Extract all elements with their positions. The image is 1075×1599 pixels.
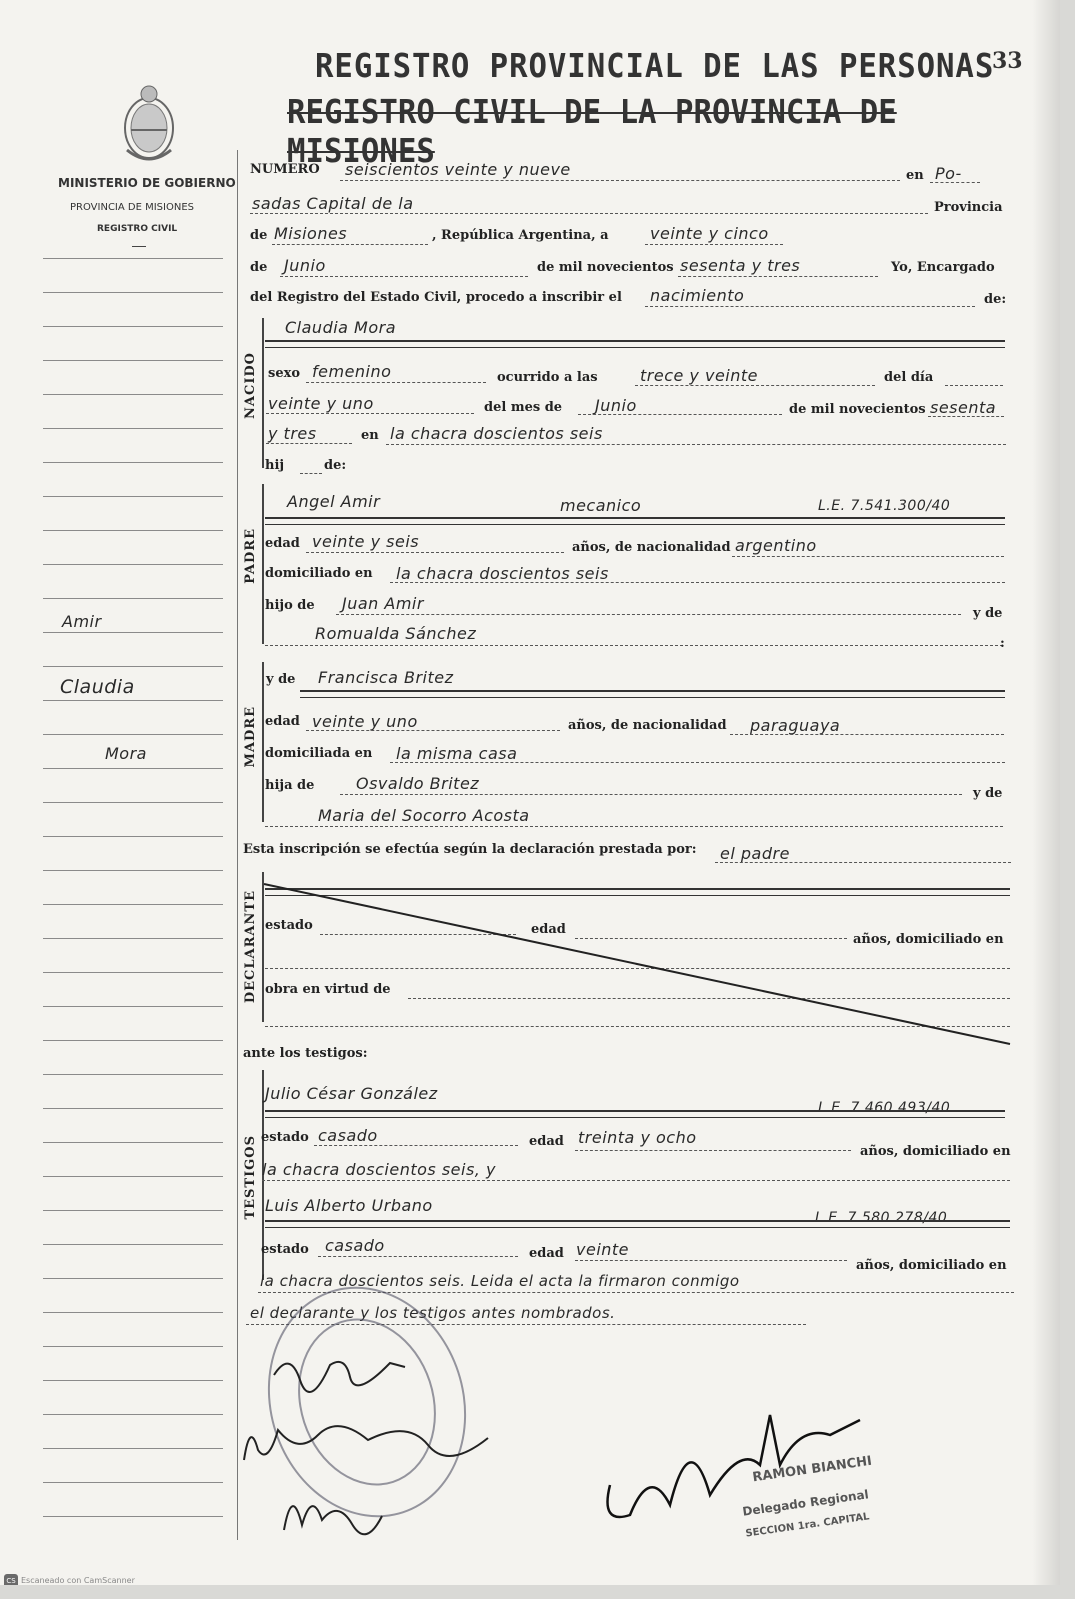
value-father-name: Angel Amir [287, 492, 381, 511]
value-witness2-status: casado [325, 1236, 385, 1255]
label-declaracion: Esta inscripción se efectúa según la declaración prestada por: [243, 842, 697, 857]
label-en-2: en [361, 428, 379, 443]
label-en: en [906, 168, 924, 183]
value-child-name: Claudia Mora [285, 318, 397, 337]
value-father-id: L.E. 7.541.300/40 [818, 498, 951, 514]
value-declarant: el padre [720, 844, 790, 863]
label-sexo: sexo [268, 366, 301, 381]
value-witness2-id: L.E. 7.580.278/40 [815, 1210, 948, 1226]
label-edad-padre: edad [265, 536, 300, 551]
province-name: PROVINCIA DE MISIONES [70, 202, 194, 213]
value-numero: seiscientos veinte y nueve [345, 160, 571, 179]
signature-witness1-icon [238, 1410, 498, 1470]
margin-second-name: Mora [105, 744, 147, 763]
value-act-type: nacimiento [650, 286, 745, 305]
label-republica: , República Argentina, a [432, 228, 609, 243]
scanner-footer [4, 1574, 135, 1585]
label-provincia: Provincia [934, 200, 1003, 215]
header-title-1: REGISTRO PROVINCIAL DE LAS PERSONAS [315, 46, 995, 85]
section-testigos-label: TESTIGOS [243, 1135, 258, 1220]
value-father-occupation: mecanico [560, 496, 642, 515]
label-estado-decl: estado [265, 918, 313, 933]
label-y-de-madre: y de [266, 672, 296, 687]
value-year: sesenta y tres [680, 256, 801, 275]
registry-name: REGISTRO CIVIL [97, 224, 178, 234]
value-sex: femenino [312, 362, 392, 381]
label-edad-w2: edad [529, 1246, 564, 1261]
value-mother-age: veinte y uno [312, 712, 418, 731]
header-title-2: REGISTRO CIVIL DE LA PROVINCIA DE MISIONES [287, 92, 897, 170]
label-hijo-de: hijo de [265, 598, 315, 613]
label-edad-w1: edad [529, 1134, 564, 1149]
value-witness1-age: treinta y ocho [578, 1128, 697, 1147]
scanner-footer-text: Escaneado con CamScanner [21, 1576, 135, 1585]
value-province: Misiones [274, 224, 348, 243]
label-anios-w2: años, domiciliado en [856, 1258, 1007, 1273]
value-time: trece y veinte [640, 366, 758, 385]
label-de-2: de [250, 260, 268, 275]
label-mil-novecientos-2: de mil novecientos [789, 402, 926, 417]
section-declarante-label: DECLARANTE [243, 890, 258, 1004]
label-numero: NUMERO [250, 162, 320, 177]
label-domiciliado: domiciliado en [265, 566, 373, 581]
section-madre-label: MADRE [243, 706, 258, 768]
value-closing-line-1: la chacra doscientos seis. Leida el acta la firmaron conmigo [260, 1272, 740, 1290]
label-y-de-2: y de [973, 786, 1003, 801]
section-padre-label: PADRE [243, 528, 258, 584]
officer-stamp-name: RAMON BIANCHI [751, 1453, 873, 1486]
label-mil-novecientos: de mil novecientos [537, 260, 674, 275]
value-mother-nationality: paraguaya [750, 716, 841, 735]
value-witness2-age: veinte [576, 1240, 630, 1259]
value-mother-name: Francisca Britez [318, 668, 454, 687]
value-place-2: sadas Capital de la [252, 194, 414, 213]
label-estado-w1: estado [261, 1130, 309, 1145]
scanner-logo-icon: CS [4, 1574, 18, 1585]
label-de-colon: de: [984, 292, 1007, 307]
label-del-dia: del día [884, 370, 934, 385]
label-inscribir: del Registro del Estado Civil, procedo a inscribir el [250, 290, 622, 305]
margin-surname: Amir [62, 612, 102, 631]
label-hija-de: hij [265, 458, 285, 473]
label-hija-de-madre: hija de [265, 778, 315, 793]
value-father-address: la chacra doscientos seis [396, 564, 609, 583]
label-encargado: Yo, Encargado [891, 260, 995, 275]
value-birth-day: veinte y uno [268, 394, 374, 413]
value-paternal-grandmother: Romualda Sánchez [315, 624, 477, 643]
signature-witness2-icon [278, 1480, 388, 1540]
value-witness1-id: L.E. 7.460.493/40 [818, 1100, 951, 1116]
officer-stamp-title: Delegado Regional [741, 1487, 870, 1519]
label-edad-decl: edad [531, 922, 566, 937]
label-estado-w2: estado [261, 1242, 309, 1257]
label-anios-w1: años, domiciliado en [860, 1144, 1011, 1159]
label-del-mes: del mes de [484, 400, 563, 415]
section-nacido-label: NACIDO [243, 352, 258, 419]
value-paternal-grandfather: Juan Amir [342, 594, 424, 613]
value-birth-month: Junio [595, 396, 637, 415]
colon-mark: : [1000, 636, 1005, 651]
ministry-name: MINISTERIO DE GOBIERNO [58, 176, 236, 190]
value-witness1-status: casado [318, 1126, 378, 1145]
value-birth-year-1: sesenta [930, 398, 997, 417]
value-father-nationality: argentino [735, 536, 817, 555]
page-number: 33 [992, 48, 1023, 74]
label-anios-nac-madre: años, de nacionalidad [568, 718, 727, 733]
strike-diagonal [262, 880, 1012, 1050]
value-witness2-name: Luis Alberto Urbano [265, 1196, 433, 1215]
value-mother-address: la misma casa [396, 744, 518, 763]
value-place-1: Po- [935, 164, 962, 183]
label-obra-virtud: obra en virtud de [265, 982, 391, 997]
margin-border [237, 150, 238, 1540]
label-y-de-1: y de [973, 606, 1003, 621]
label-edad-madre: edad [265, 714, 300, 729]
label-anios-decl: años, domiciliado en [853, 932, 1004, 947]
value-father-age: veinte y seis [312, 532, 420, 551]
label-ocurrido: ocurrido a las [497, 370, 598, 385]
value-closing-line-2: el declarante y los testigos antes nombrados. [250, 1304, 616, 1322]
label-de-3: de: [324, 458, 347, 473]
label-domiciliada: domiciliada en [265, 746, 373, 761]
officer-stamp-office: SECCION 1ra. CAPITAL [744, 1511, 871, 1540]
value-birth-place: la chacra doscientos seis [390, 424, 603, 443]
signature-father-icon [270, 1345, 410, 1395]
value-month: Junio [284, 256, 326, 275]
value-witness1-address: la chacra doscientos seis, y [262, 1160, 496, 1179]
value-birth-year-2: y tres [268, 424, 317, 443]
value-maternal-grandfather: Osvaldo Britez [356, 774, 480, 793]
label-anios-nac-padre: años, de nacionalidad [572, 540, 731, 555]
label-de-1: de [250, 228, 268, 243]
value-witness1-name: Julio César González [265, 1084, 438, 1103]
label-testigos: ante los testigos: [243, 1046, 368, 1061]
value-day: veinte y cinco [650, 224, 769, 243]
margin-first-name: Claudia [60, 676, 135, 698]
coat-of-arms-icon [113, 80, 185, 170]
value-maternal-grandmother: Maria del Socorro Acosta [318, 806, 530, 825]
